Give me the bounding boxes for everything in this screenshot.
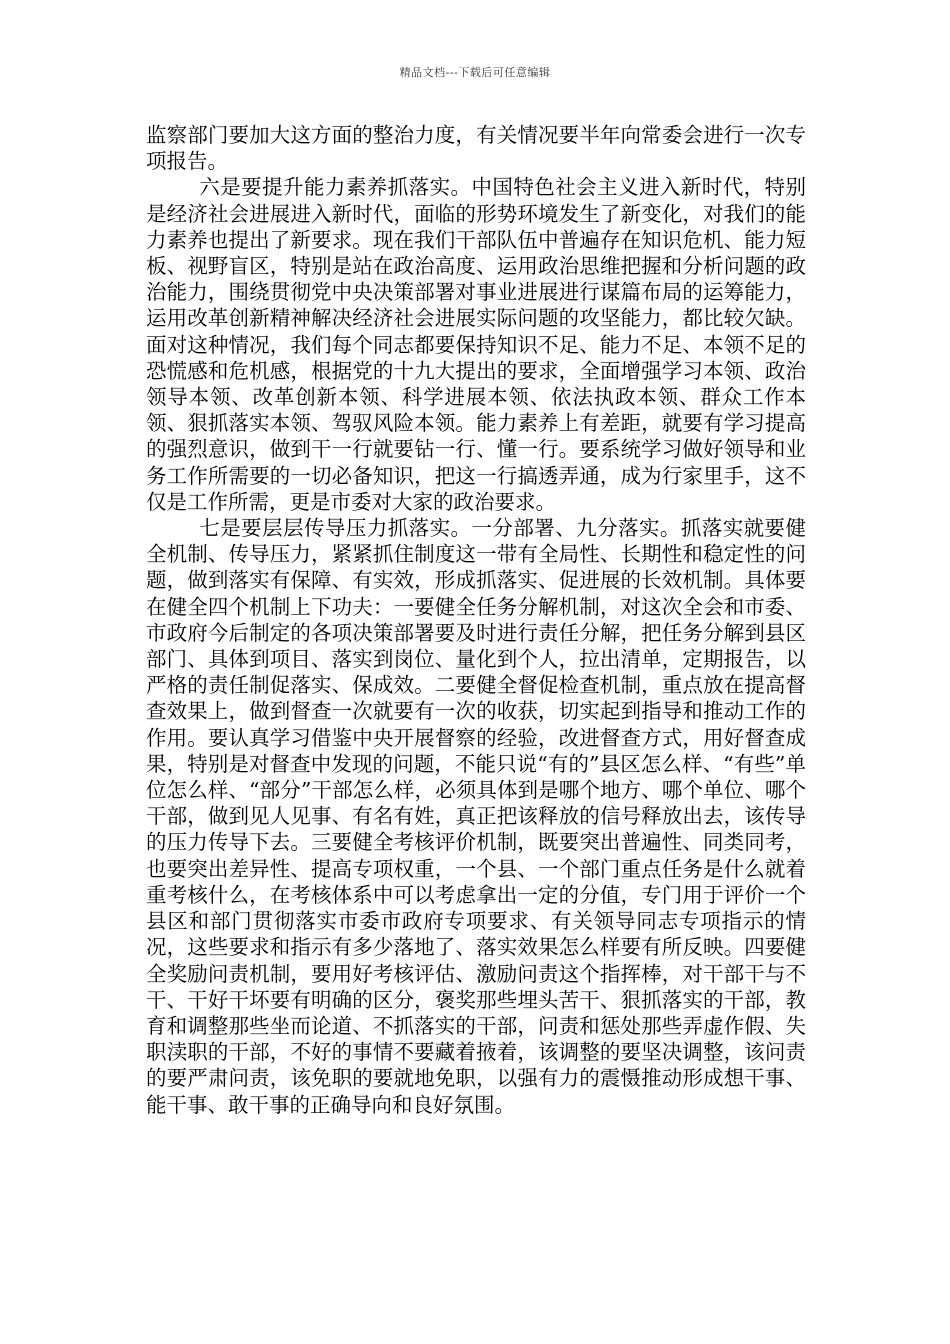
document-body (146, 122, 806, 1118)
page-header: 精品文档---下载后可任意编辑 (399, 66, 551, 79)
paragraph-seven: 七是要层层传导压力抓落实。一分部署、九分落实。抓落实就要健全机制、传导压力，紧紧抓住制度这一带有全局性、长期性和稳定性的问题，做到落实有保障、有实效，形成抓落实、促进展的长效机制。具体要在健全四个机制上下功夫：一要健全任务分解机制，对这次全会和市委、市政府今后制定的各项决策部署要及时进行责任分解，把任务分解到县区部门、具体到项目、落实到岗位、量化到个人，拉出清单，定期报告，以严格的责任制促落实、保成效。二要健全督促检查机制，重点放在提高督查效果上，做到督查一次就要有一次的收获，切实起到指导和推动工作的作用。要认真学习借鉴中央开展督察的经验，改进督查方式，用好督查成果，特别是对督查中发现的问题，不能只说“有的”县区怎么样、“有些”单位怎么样、“部分”干部怎么样，必须具体到是哪个地方、哪个单位、哪个干部，做到见人见事、有名有姓，真正把该释放的信号释放出去，该传导的压力传导下去。三要健全考核评价机制，既要突出普遍性、同类同考，也要突出差异性、提高专项权重，一个县、一个部门重点任务是什么就着重考核什么，在考核体系中可以考虑拿出一定的分值，专门用于评价一个县区和部门贯彻落实市委市政府专项要求、有关领导同志专项指示的情况，这些要求和指示有多少落地了、落实效果怎么样要有所反映。四要健全奖励问责机制，要用好考核评估、激励问责这个指挥棒，对干部干与不干、干好干坏要有明确的区分，褒奖那些埋头苦干、狠抓落实的干部，教育和调整那些坐而论道、不抓落实的干部，问责和惩处那些弄虚作假、失职渎职的干部，不好的事情不要藏着掖着，该调整的要坚决调整，该问责的要严肃问责，该免职的要就地免职，以强有力的震慑推动形成想干事、能干事、敢干事的正确导向和良好氛围。 (146, 516, 806, 1117)
paragraph-continuation: 监察部门要加大这方面的整治力度，有关情况要半年向常委会进行一次专项报告。 (146, 123, 806, 174)
paragraph-six: 六是要提升能力素养抓落实。中国特色社会主义进入新时代，特别是经济社会进展进入新时代，面临的形势环境发生了新变化，对我们的能力素养也提出了新要求。现在我们干部队伍中普遍存在知识危机、能力短板、视野盲区，特别是站在政治高度、运用政治思维把握和分析问题的政治能力，围绕贯彻党中央决策部署对事业进展进行谋篇布局的运筹能力，运用改革创新精神解决经济社会进展实际问题的攻坚能力，都比较欠缺。面对这种情况，我们每个同志都要保持知识不足、能力不足、本领不足的恐慌感和危机感，根据党的十九大提出的要求，全面增强学习本领、政治领导本领、改革创新本领、科学进展本领、依法执政本领、群众工作本领、狠抓落实本领、驾驭风险本领。能力素养上有差距，就要有学习提高的强烈意识，做到干一行就要钻一行、懂一行。要系统学习做好领导和业务工作所需要的一切必备知识，把这一行搞透弄通，成为行家里手，这不仅是工作所需，更是市委对大家的政治要求。 (146, 175, 806, 514)
